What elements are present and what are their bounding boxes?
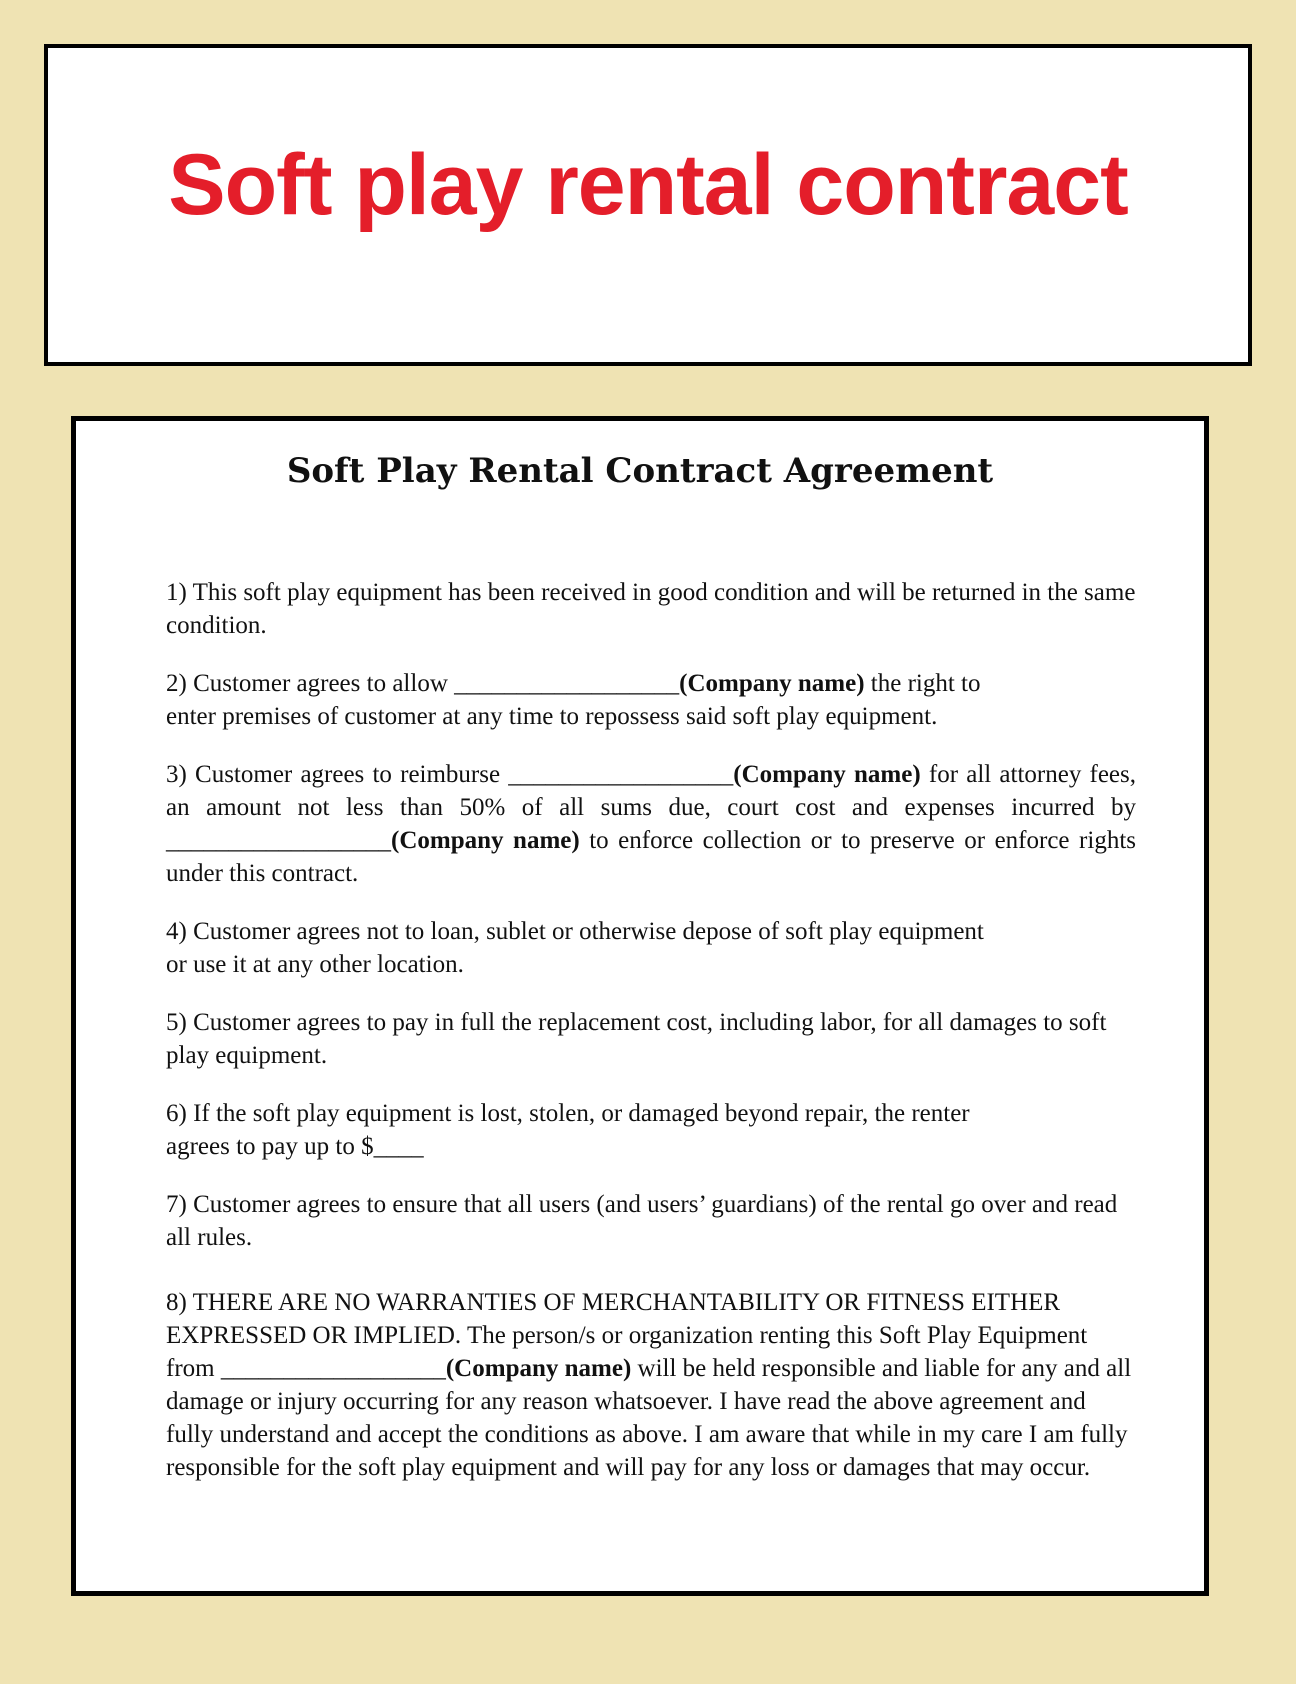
- clause-list: [166, 576, 1136, 1509]
- contract-document: [71, 416, 1209, 1596]
- clause-3-text-a: 3) Customer agrees to reimburse __________________: [166, 761, 734, 788]
- company-name-placeholder: (Company name): [733, 761, 921, 788]
- clause-8: [166, 1286, 1136, 1484]
- banner-title: Soft play rental contract: [168, 136, 1128, 233]
- clause-7: 7) Customer agrees to ensure that all users (and users’ guardians) of the rental go over and read all rules.: [166, 1191, 1118, 1251]
- company-name-placeholder: (Company name): [679, 670, 865, 697]
- clause-8-text-b: will be held responsible and liable for any and all damage or injury occurring for any reason whatsoever. I have read the above agreement and fully understand and accept the conditions as above. I am aware that while in my care I am fully responsible for the soft play equipment and will pay for any loss or damages that may occur.: [166, 1355, 1132, 1481]
- clause-2-text-a: 2) Customer agrees to allow __________________: [166, 670, 680, 697]
- clause-5: 5) Customer agrees to pay in full the replacement cost, including labor, for all damages to soft play equipment.: [166, 1009, 1107, 1069]
- clause-3-text-b: for all attorney fees, an amount not less than 50% of all sums due, court cost and expenses incurred by __________________: [166, 761, 1137, 854]
- clause-6: 6) If the soft play equipment is lost, stolen, or damaged beyond repair, the renter agrees to pay up to $____: [166, 1100, 970, 1160]
- company-name-placeholder: (Company name): [445, 1355, 632, 1382]
- clause-3-text-c: to enforce collection or to preserve or enforce rights under this contract.: [166, 827, 1136, 887]
- company-name-placeholder: (Company name): [391, 827, 580, 854]
- clause-4: 4) Customer agrees not to loan, sublet or otherwise depose of soft play equipment or use it at any other location.: [166, 918, 984, 978]
- title-banner: [44, 44, 1252, 366]
- clause-3: [166, 758, 1136, 890]
- clause-2: [166, 667, 986, 733]
- clause-8-text-a: 8) THERE ARE NO WARRANTIES OF MERCHANTABILITY OR FITNESS EITHER EXPRESSED OR IMPLIED. The person/s or organization renting this Soft Play Equipment from __________________: [166, 1289, 1088, 1382]
- clause-2-text-b: the right to enter premises of customer at any time to repossess said soft play equipment.: [166, 670, 981, 730]
- document-title: Soft Play Rental Contract Agreement: [286, 451, 994, 491]
- clause-1: 1) This soft play equipment has been received in good condition and will be returned in the same condition.: [166, 579, 1136, 639]
